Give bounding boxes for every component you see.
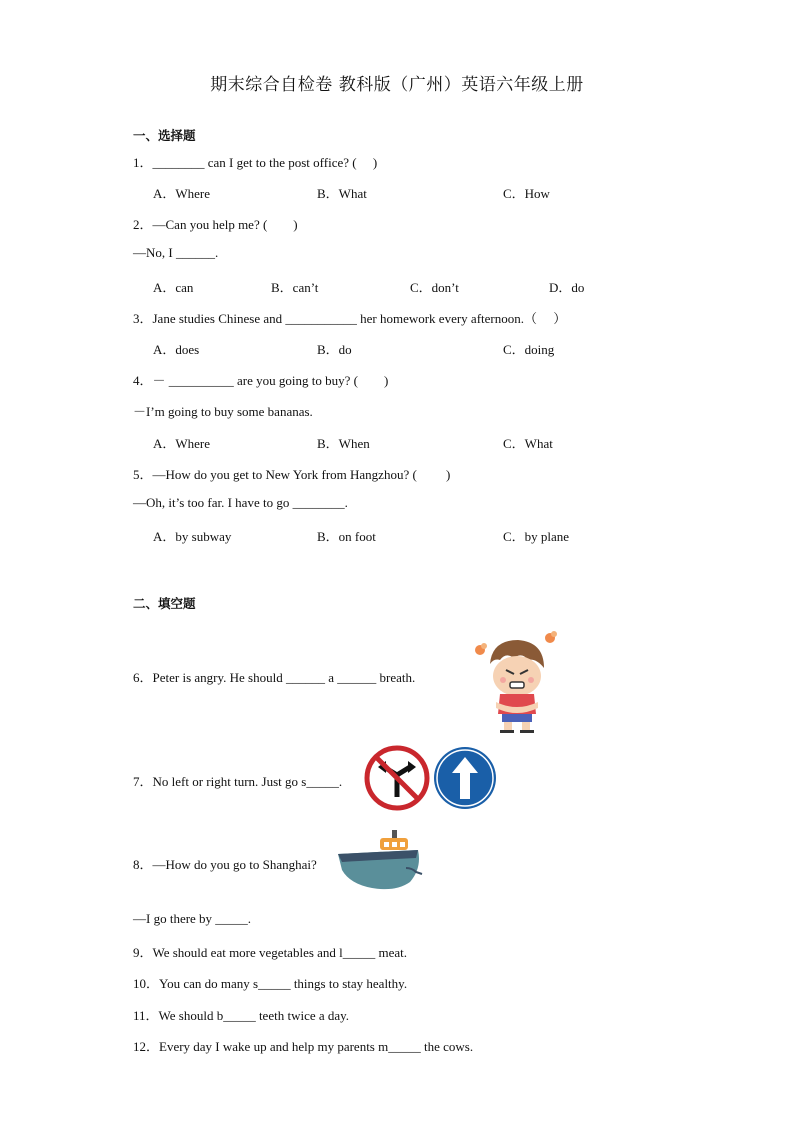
question-6: 6．Peter is angry. He should ______ a ______ breath.: [133, 670, 416, 685]
q4-option-a: A．Where: [153, 436, 211, 451]
section-heading-choice: 一、选择题: [133, 128, 196, 143]
angry-boy-image: [470, 628, 562, 734]
question-12: 12．Every day I wake up and help my parents m_____ the cows.: [133, 1039, 474, 1054]
question-4: 4．－ __________ are you going to buy? ( ): [133, 373, 389, 388]
q5-option-b: B．on foot: [317, 529, 376, 544]
section-heading-fill-in: 二、填空题: [133, 596, 196, 611]
question-9: 9．We should eat more vegetables and l_____ meat.: [133, 945, 408, 960]
q1-option-b: B．What: [317, 186, 367, 201]
q4-option-b: B．When: [317, 436, 370, 451]
question-8-answer-line: —I go there by _____.: [133, 911, 252, 926]
go-straight-sign-icon: [432, 745, 498, 811]
question-11: 11．We should b_____ teeth twice a day.: [133, 1008, 350, 1023]
question-4-answer-line: －I’m going to buy some bananas.: [133, 404, 313, 419]
q4-option-c: C．What: [503, 436, 553, 451]
question-10: 10．You can do many s_____ things to stay healthy.: [133, 976, 408, 991]
q3-option-c: C．doing: [503, 342, 555, 357]
question-3: 3．Jane studies Chinese and ___________ her homework every afternoon.（ ）: [133, 311, 567, 326]
no-turn-sign-icon: [364, 745, 430, 811]
q3-option-a: A．does: [153, 342, 200, 357]
q2-option-b: B．can’t: [271, 280, 319, 295]
q2-option-c: C．don’t: [410, 280, 459, 295]
page-title: 期末综合自检卷 教科版（广州）英语六年级上册: [210, 75, 584, 95]
ship-image: [336, 828, 428, 894]
question-7: 7．No left or right turn. Just go s_____.: [133, 774, 343, 789]
question-8: 8．—How do you go to Shanghai?: [133, 857, 317, 872]
question-2: 2．—Can you help me? ( ): [133, 217, 298, 232]
q3-option-b: B．do: [317, 342, 352, 357]
q1-option-c: C．How: [503, 186, 550, 201]
question-1: 1．________ can I get to the post office? ( ): [133, 155, 378, 170]
question-5: 5．—How do you get to New York from Hangzhou? ( ): [133, 467, 451, 482]
question-5-answer-line: —Oh, it’s too far. I have to go ________.: [133, 495, 348, 510]
q2-option-a: A．can: [153, 280, 194, 295]
q5-option-c: C．by plane: [503, 529, 570, 544]
q5-option-a: A．by subway: [153, 529, 232, 544]
question-2-answer-line: —No, I ______.: [133, 245, 219, 260]
q1-option-a: A．Where: [153, 186, 211, 201]
q2-option-d: D．do: [549, 280, 585, 295]
